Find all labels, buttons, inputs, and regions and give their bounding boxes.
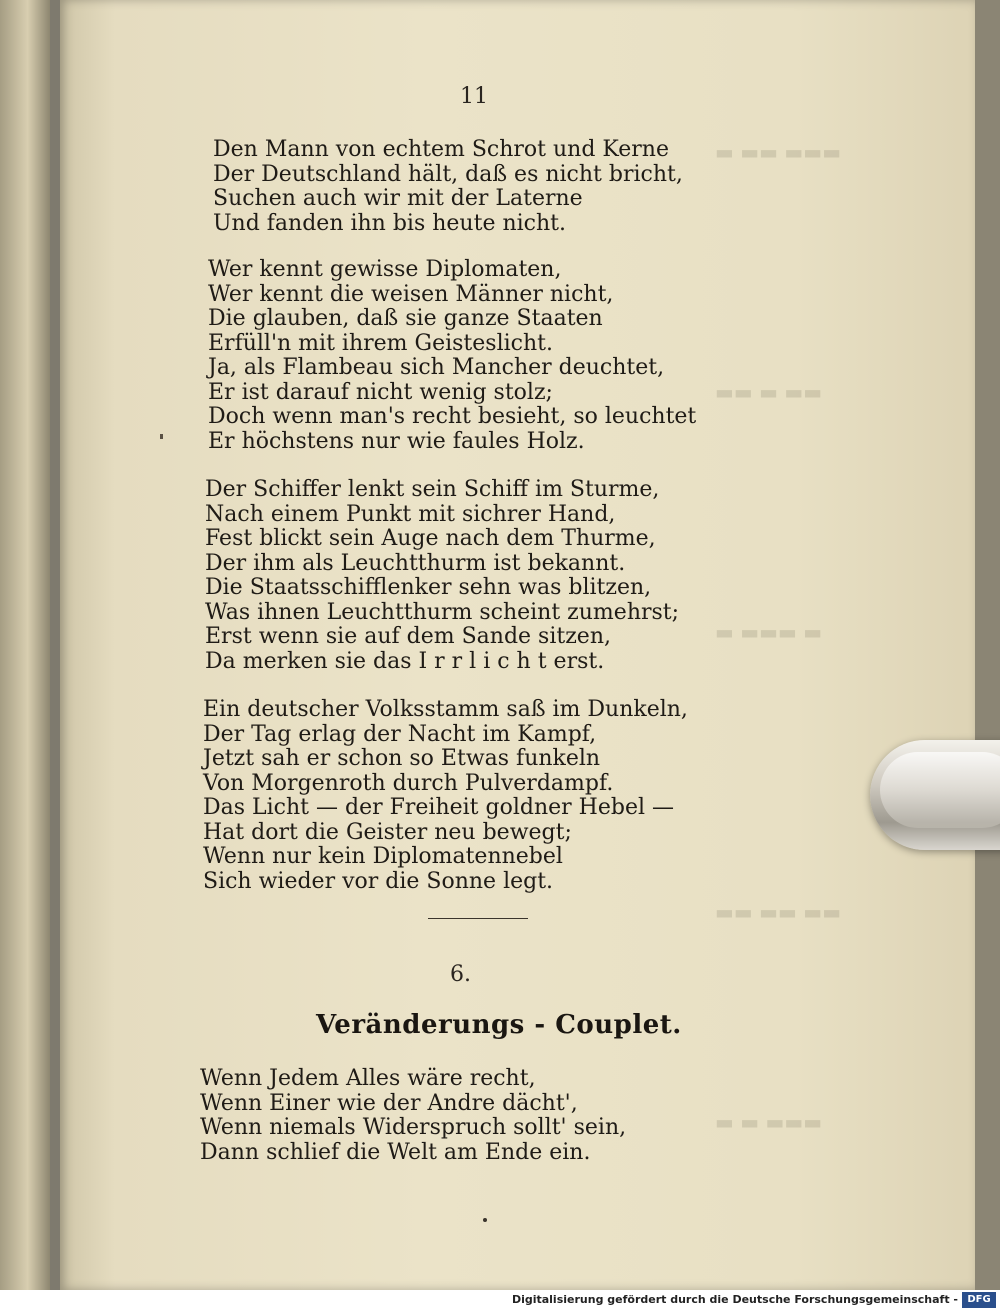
poem-line: Der Schiffer lenkt sein Schiff im Sturme, — [205, 477, 660, 502]
poem-line: Nach einem Punkt mit sichrer Hand, — [205, 501, 616, 527]
ink-speck — [483, 1218, 487, 1222]
poem-stanza — [200, 1067, 626, 1165]
poem-stanza — [213, 138, 683, 236]
section-divider — [428, 918, 528, 919]
poem-line: Wenn Jedem Alles wäre recht, — [200, 1066, 536, 1091]
poem-line: Suchen auch wir mit der Laterne — [213, 186, 583, 211]
poem-line: Er ist darauf nicht wenig stolz; — [208, 379, 553, 405]
poem-line: Die Staatsschifflenker sehn was blitzen, — [205, 575, 652, 600]
poem-line: Er höchstens nur wie faules Holz. — [208, 428, 585, 454]
poem-line: Ja, als Flambeau sich Mancher deuchtet, — [208, 355, 665, 380]
poem-stanza — [205, 478, 679, 674]
show-through-texture: ▬▬ ▬▬ ▬▬ — [715, 900, 842, 924]
poem-line: Jetzt sah er schon so Etwas funkeln — [203, 746, 601, 771]
section-number: 6. — [450, 962, 471, 987]
poem-line: Das Licht — der Freiheit goldner Hebel — — [203, 795, 674, 820]
show-through-texture: ▬▬ ▬ ▬▬ — [715, 380, 823, 404]
section-title: Veränderungs - Couplet. — [316, 1010, 682, 1040]
poem-line: Wer kennt die weisen Männer nicht, — [208, 281, 614, 307]
left-page-edge — [0, 0, 50, 1290]
show-through-texture: ▬ ▬▬▬ ▬ — [715, 620, 823, 644]
poem-line: Und fanden ihn bis heute nicht. — [213, 210, 566, 236]
page-number: 11 — [460, 84, 488, 109]
page-holder-clip-highlight — [880, 752, 1000, 828]
poem-line: Den Mann von echtem Schrot und Kerne — [213, 137, 669, 162]
right-page-edge — [975, 0, 1000, 1290]
poem-line: Ein deutscher Volksstamm saß im Dunkeln, — [203, 697, 688, 722]
poem-line: Der Tag erlag der Nacht im Kampf, — [203, 721, 597, 747]
digitization-footer — [0, 1290, 1000, 1312]
poem-line: Doch wenn man's recht besieht, so leuchtet — [208, 404, 697, 429]
poem-line: Wenn Einer wie der Andre dächt', — [200, 1090, 578, 1116]
poem-line: Die glauben, daß sie ganze Staaten — [208, 306, 603, 331]
poem-line: Fest blickt sein Auge nach dem Thurme, — [205, 526, 656, 551]
poem-line: Hat dort die Geister neu bewegt; — [203, 819, 572, 845]
poem-stanza — [208, 258, 696, 454]
poem-line: Was ihnen Leuchtthurm scheint zumehrst; — [205, 599, 680, 625]
poem-line: Sich wieder vor die Sonne legt. — [203, 868, 554, 894]
show-through-texture: ▬ ▬ ▬▬▬ — [715, 1110, 823, 1134]
poem-stanza — [203, 698, 688, 894]
ink-speck — [160, 434, 163, 439]
poem-line: Da merken sie das I r r l i c h t erst. — [205, 648, 605, 674]
poem-line: Wenn niemals Widerspruch sollt' sein, — [200, 1115, 627, 1140]
poem-line: Erst wenn sie auf dem Sande sitzen, — [205, 624, 611, 649]
show-through-texture: ▬ ▬▬ ▬▬▬ — [715, 140, 842, 164]
dfg-logo: DFG — [962, 1292, 996, 1308]
poem-line: Dann schlief die Welt am Ende ein. — [200, 1139, 591, 1165]
funding-notice: Digitalisierung gefördert durch die Deutsche Forschungsgemeinschaft - — [511, 1293, 958, 1306]
poem-line: Der ihm als Leuchtthurm ist bekannt. — [205, 550, 626, 576]
poem-line: Wenn nur kein Diplomatennebel — [203, 844, 563, 869]
poem-line: Der Deutschland hält, daß es nicht bricht, — [213, 161, 683, 187]
poem-line: Von Morgenroth durch Pulverdampf. — [203, 770, 614, 796]
poem-line: Wer kennt gewisse Diplomaten, — [208, 257, 562, 282]
poem-line: Erfüll'n mit ihrem Geisteslicht. — [208, 330, 553, 356]
